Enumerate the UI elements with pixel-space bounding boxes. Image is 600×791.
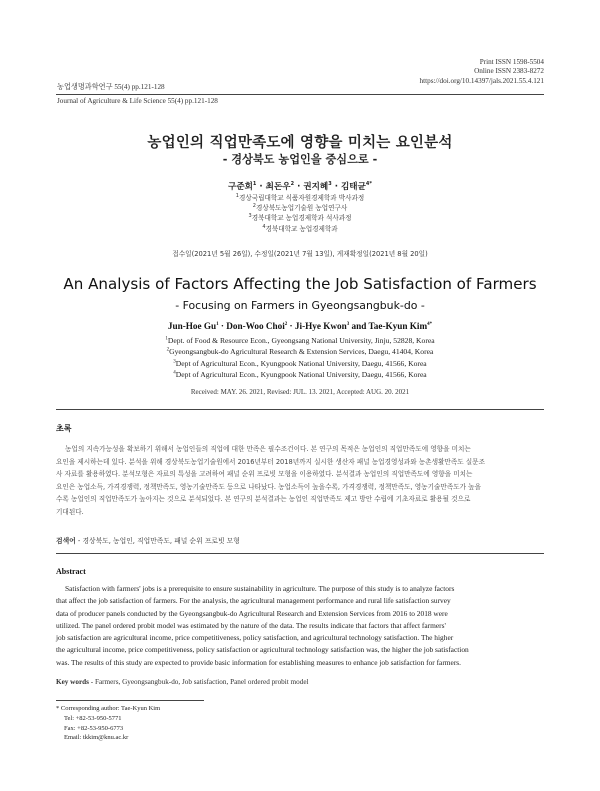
aff-ko-3-text: 경북대학교 농업경제학과 석사과정 [251, 214, 352, 223]
affiliations-ko [0, 193, 600, 234]
dates-en: Received: MAY. 26. 2021, Revised: JUL. 13. 2021, Accepted: AUG. 20. 2021 [190, 388, 410, 396]
title-ko: 농업인의 직업만족도에 영향을 미치는 요인분석 [147, 135, 453, 151]
aff-ko-1-text: 경상국립대학교 식품자원경제학과 박사과정 [238, 194, 365, 202]
aff-ko-4-text: 경북대학교 농업경제학과 [265, 224, 338, 233]
author-en-2-sup: 2 [284, 321, 288, 327]
author-en-2: Don-Woo Choi [226, 321, 285, 331]
affiliation-en-2 [0, 346, 600, 357]
aff-ko-2-text: 경상북도농업기술원 농업연구사 [255, 204, 348, 213]
author-ko-2-sup: 2 [290, 181, 295, 188]
aff-en-3-sup: 3 [173, 359, 176, 365]
affiliation-ko-2 [0, 203, 600, 213]
abstract-en-top-rule [56, 553, 544, 554]
author-sep: · [334, 182, 338, 192]
aff-en-2-sup: 2 [166, 347, 170, 353]
online-issn: Online ISSN 2383-8272 [474, 67, 544, 76]
abstract-ko-line: 사 자료를 활용하였다. 분석모형은 자료의 특성을 고려하여 패널 순위 프로빗 모형을 이용하였다. 분석결과 농업인의 직업만족도에 영향을 미치는 [56, 470, 473, 479]
abstract-ko-line: 농업의 지속가능성을 확보하기 위해서 농업인들의 직업에 대한 만족은 필수조건이다. 본 연구의 목적은 농업인의 직업만족도에 영향을 미치는 [65, 445, 471, 453]
affiliations-en [0, 335, 600, 380]
footnote [56, 704, 160, 743]
abstract-ko-heading: 초록 [56, 424, 72, 433]
issn-block [420, 58, 544, 86]
aff-en-1-sup: 1 [165, 336, 168, 342]
abstract-ko-line: 요인을 제시하는데 있다. 분석을 위해 경상북도농업기술원에서 2016년부터 2018년까지 실시한 생산자 패널 농업경영성과와 농촌생활만족도 실문조 [56, 457, 486, 466]
aff-en-4-text: Dept of Agricultural Econ., Kyungpook National University, Daegu, 41566, Korea [175, 369, 427, 379]
aff-ko-1-sup: 1 [235, 192, 239, 199]
aff-en-3-text: Dept of Agricultural Econ., Kyungpook National University, Daegu, 41566, Korea [175, 358, 427, 368]
footnote-tel: Tel: +82-53-950-5771 [64, 714, 122, 722]
affiliation-ko-1 [0, 193, 600, 203]
abstract-en-heading: Abstract [56, 567, 86, 576]
affiliation-ko-4 [0, 224, 600, 234]
abstract-en-line: job satisfaction are agricultural income, price competitiveness, policy satisfaction, and agricultural technology satisfaction. The higher [56, 633, 454, 643]
keywords-en-text: - Farmers, Gyeongsangbuk-do, Job satisfaction, Panel ordered probit model [88, 678, 309, 686]
author-sep: · [289, 321, 293, 331]
aff-ko-2-sup: 2 [252, 203, 256, 210]
author-ko-3: 권지혜 [303, 182, 329, 192]
keywords-en [56, 678, 309, 686]
journal-ko: 농업생명과학연구 55(4) pp.121-128 [57, 83, 165, 91]
author-en-4: Tae-Kyun Kim [368, 321, 428, 331]
author-sep: · [259, 182, 263, 192]
author-sep: · [297, 182, 301, 192]
affiliation-en-1 [0, 335, 600, 346]
subtitle-en: - Focusing on Farmers in Gyeongsangbuk-do - [175, 299, 425, 312]
aff-en-1-text: Dept. of Food & Resource Econ., Gyeongsang National University, Jinju, 52828, Korea [167, 336, 435, 345]
author-ko-1-sup: 1 [252, 181, 257, 188]
abstract-en-line: data of producer panels conducted by the Gyeongsangbuk-do Agricultural Research and Extension Services from 2016 to 2018 were [56, 608, 448, 618]
author-en-4-sup: 4* [427, 321, 433, 327]
keywords-ko [56, 535, 240, 545]
author-en-1: Jun-Hoe Gu [167, 321, 217, 331]
author-ko-3-sup: 3 [328, 181, 332, 188]
authors-ko [0, 180, 600, 192]
author-en-3-sup: 3 [346, 321, 350, 327]
footnote-rule [56, 700, 204, 701]
authors-en [0, 321, 600, 331]
aff-ko-3-sup: 3 [248, 213, 252, 220]
author-en-1-sup: 1 [216, 321, 219, 327]
author-en-3: Ji-Hye Kwon [294, 321, 347, 331]
author-sep: · [220, 321, 224, 331]
abstract-en-line: Satisfaction with farmers' jobs is a prerequisite to ensure sustainability in agriculture. The purpose of this study is to analyze factors [65, 584, 455, 593]
author-ko-2: 최돈우 [265, 182, 291, 192]
abstract-en-body [56, 583, 544, 669]
author-ko-4-sup: 4* [365, 181, 372, 188]
footnote-corresponding: * Corresponding author: Tae-Kyun Kim [56, 705, 161, 712]
footnote-fax: Fax: +82-53-950-6773 [64, 724, 124, 732]
header-rule [56, 94, 544, 95]
abstract-ko-line: 기대된다. [56, 507, 84, 516]
journal-en: Journal of Agriculture & Life Science 55(4) pp.121-128 [57, 97, 218, 105]
aff-en-4-sup: 4 [173, 370, 176, 376]
affiliation-ko-3 [0, 213, 600, 223]
abstract-ko-line: 수록 농업인의 직업만족도가 높아지는 것으로 분석되었다. 본 연구의 분석결과는 농업인 직업만족도 제고 방안 수립에 기초자료로 활용될 것으로 [56, 495, 471, 504]
doi-link[interactable]: https://doi.org/10.14397/jals.2021.55.4.121 [419, 76, 544, 85]
aff-en-2-text: Gyeongsangbuk-do Agricultural Research & Extension Services, Daegu, 41404, Korea [169, 347, 434, 357]
abstract-ko-body [56, 443, 544, 519]
print-issn: Print ISSN 1598-5504 [479, 58, 544, 66]
author-and: and [351, 321, 367, 331]
title-en: An Analysis of Factors Affecting the Job Satisfaction of Farmers [63, 275, 537, 293]
abstract-ko-top-rule [56, 409, 544, 410]
keywords-ko-label: 검색어 [56, 537, 76, 545]
keywords-en-label: Key words [56, 678, 89, 686]
abstract-en-line: was. The results of this study are expected to provide basic information for establishing measures to enhance job satisfaction for farmers. [56, 657, 461, 667]
author-ko-1: 구준회 [228, 182, 253, 192]
dates-ko: 접수일(2021년 5월 26일), 수정일(2021년 7월 13일), 게재확정일(2021년 8월 20일) [172, 250, 428, 258]
subtitle-ko: - 경상북도 농업인을 중심으로 - [222, 153, 378, 166]
abstract-ko-line: 요인은 농업소득, 가격경쟁력, 정책만족도, 영농기술만족도 등으로 나타났다. 농업소득이 높을수록, 가격경쟁력, 정책만족도, 영농기술만족도가 높을 [56, 482, 481, 491]
affiliation-en-4 [0, 369, 600, 380]
author-ko-4: 김태균 [340, 182, 366, 192]
abstract-en-line: the agricultural income, price competitiveness, policy satisfaction or agricultural technology satisfaction was, the higher the job satisfaction [56, 645, 469, 655]
aff-ko-4-sup: 4 [262, 223, 266, 230]
keywords-ko-text: - 경상북도, 농업인, 직업만족도, 패널 순위 프로빗 모형 [75, 537, 240, 545]
abstract-en-line: utilized. The panel ordered probit model was estimated by the nature of the data. The results indicate that factors that affect farmers' [56, 620, 446, 630]
footnote-email[interactable]: Email: tkkim@knu.ac.kr [64, 734, 129, 742]
abstract-en-line: that affect the job satisfaction of farmers. For the analysis, the agricultural management performance and rural life satisfaction survey [56, 596, 451, 606]
affiliation-en-3 [0, 358, 600, 369]
